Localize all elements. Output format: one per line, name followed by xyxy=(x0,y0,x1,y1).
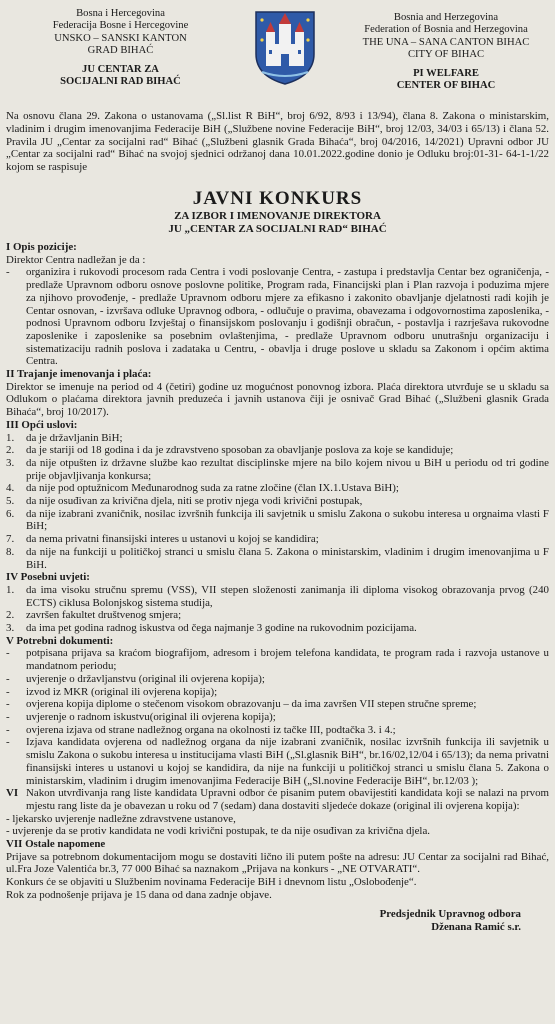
document-title: JAVNI KONKURS xyxy=(192,187,363,209)
item-text: da nije pod optužnicom Međunarodnog suda za ratne zločine (član IX.1.Ustava BiH); xyxy=(26,482,399,495)
header-right-line: Bosnia and Herzegovina xyxy=(393,12,499,23)
header-right-line: Federation of Bosnia and Herzegovina xyxy=(364,24,528,36)
list-item xyxy=(6,482,549,495)
list-item xyxy=(6,266,549,368)
section-lead: Direktor Centra nadležan je da : xyxy=(6,253,146,266)
list-item xyxy=(6,686,549,699)
header-left-line: GRAD BIHAĆ xyxy=(87,45,154,57)
item-number: 7. xyxy=(6,533,15,546)
item-number: 2. xyxy=(6,444,15,457)
list-item: - ljekarsko uvjerenje nadležne zdravstvene ustanove, xyxy=(6,812,236,825)
item-text: da je stariji od 18 godina i da je zdravstveno sposoban za obavljanje poslova za koje se kandiduje; xyxy=(26,444,454,457)
list-item xyxy=(6,673,549,686)
subtitle-line: ZA IZBOR I IMENOVANJE DIREKTORA xyxy=(174,209,381,222)
position-duties: organizira i rukovodi procesom rada Centra i vodi poslovanje Centra, - zastupa i predstavlja Centar bez ograničenja, - predlaže Upravnom odboru osnove poslovne politike, Program rada, Financijski plan i Plan razvoja i poduzima mjere za njihovo provođenje, - predlaže Upravnom odboru mjere za efikasno i zakonito obavljanje djelatnosti radi kojih je Centar osnovan, - izvršava odluke Upravnog odbora, - odlučuje o pravima, obavezama i odgovornostima zaposlenika, - podnosi Upravnom odboru Izvještaj o finansijskom poslovanju i godišnji obračun, - postavlja i razrješava rukovodne zaposlenike i zaposlenike sa posebnim ovlaštenjima, - predlaže Upravnom odboru unutrašnju organizaciju i sistematizaciju radnih poslova i zadataka u Centru, - obavlja i druge poslove u skladu sa Zakonom i općim aktima Centra. xyxy=(26,266,549,368)
item-text: da nije na funkciji u političkoj stranci u smislu člana 5. Zakona o ministarskim, vladinim i drugim imenovanjima u F BiH. xyxy=(26,545,549,571)
document-subtitle xyxy=(6,210,549,236)
item-text: Izjava kandidata ovjerena od nadležnog organa da nije izabrani zvaničnik, nosilac izvršnih funkcija ili savjetnik u smislu Zakona o sukobu interesa u institucijama vlasti BiH („Sl.glasnik BiH“, br.16/02,12/04 i 65/13); da nema privatni finansijski interes u ustanovi u kojoj se kandidira, da nije na funkciji u političkoj stranci u smislu člana 5. Zakona o ministarskim, vladinim i drugim imenovanjima Federacije BiH („Sl.novine Federacije BiH“, br.12/03 ); xyxy=(26,736,549,787)
section-text: Nakon utvrđivanja rang liste kandidata Upravni odbor će pisanim putem obavijestiti kandidata koji se nalazi na prvom mjestu rang liste da je obavezan u roku od 7 (sedam) dana dostaviti sljedeće dokaze (original ili ovjerena kopija): xyxy=(26,787,549,812)
list-item xyxy=(6,432,549,445)
list-item xyxy=(6,508,549,533)
item-text: da je državljanin BiH; xyxy=(26,431,123,444)
section-text: Rok za podnošenje prijava je 15 dana od dana zadnje objave. xyxy=(6,888,272,901)
list-item xyxy=(6,711,549,724)
list-item xyxy=(6,533,549,546)
item-text: potpisana prijava sa kraćom biografijom, adresom i brojem telefona kandidata, te program rada i razvoja ustanove u mandatnom periodu; xyxy=(26,647,549,673)
list-item xyxy=(6,546,549,571)
header-right-line: THE UNA – SANA CANTON BIHAC xyxy=(362,36,530,48)
section-heading: IV Posebni uvjeti: xyxy=(6,571,90,584)
item-text: da ima pet godina radnog iskustva od čega najmanje 3 godine na rukovodnim pozicijama. xyxy=(26,622,417,635)
item-number: 6. xyxy=(6,507,15,520)
item-text: izvod iz MKR (original ili ovjerena kopija); xyxy=(26,685,218,698)
section-heading: V Potrebni dokumenti: xyxy=(6,634,114,647)
section-heading: I Opis pozicije: xyxy=(6,240,77,253)
institution-line: SOCIJALNI RAD BIHAĆ xyxy=(60,76,181,88)
item-number: 8. xyxy=(6,545,15,558)
header-right-line: CITY OF BIHAC xyxy=(407,49,485,61)
header-left-line: Bosna i Hercegovina xyxy=(76,8,165,19)
list-item xyxy=(6,457,549,482)
bullet-dash: - xyxy=(6,736,10,749)
item-text: da nema privatni finansijski interes u ustanovi u kojoj se kandidira; xyxy=(26,533,319,546)
section-heading: III Opći uslovi: xyxy=(6,418,78,431)
list-item: - uvjerenje da se protiv kandidata ne vodi krivični postupak, te da nije osuđivan za krivična djela. xyxy=(6,825,430,838)
letterhead-left xyxy=(8,8,233,88)
list-item xyxy=(6,444,549,457)
institution-line: JU CENTAR ZA xyxy=(82,63,159,75)
item-number: 1. xyxy=(6,583,15,596)
item-text: uvjerenje o državljanstvu (original ili ovjerena kopija); xyxy=(26,672,265,685)
institution-line: PI WELFARE xyxy=(413,67,479,79)
item-text: završen fakultet društvenog smjera; xyxy=(26,609,182,622)
list-item xyxy=(6,495,549,508)
konkurs-body xyxy=(6,241,549,902)
list-item xyxy=(6,609,549,622)
section-heading: VII Ostale napomene xyxy=(6,838,106,851)
bullet-dash: - xyxy=(6,672,10,685)
bullet-dash: - xyxy=(6,723,10,736)
bullet-dash: - xyxy=(6,647,10,660)
letterhead-right xyxy=(336,12,555,92)
item-text: da ima visoku stručnu spremu (VSS), VII stepen složenosti zanimanja ili diploma visokog obrazovanja prvog (240 ECTS) ciklusa Bolonjskog sistema studija, xyxy=(26,583,549,609)
city-of-bihac-coat-of-arms-icon xyxy=(252,10,318,86)
section-text: Direktor se imenuje na period od 4 (četiri) godine uz mogućnost ponovnog izbora. Plaća direktora utvrđuje se u skladu sa Odlukom o plaćama direktora javnih preduzeća i javnih ustanova čiji je osnivač Grad Bihać („Službeni glasnik Grada Bihaća“, broj 10/2017). xyxy=(6,380,549,419)
list-item xyxy=(6,622,549,635)
bullet-dash: - xyxy=(6,698,10,711)
subtitle-line: JU „CENTAR ZA SOCIJALNI RAD“ BIHAĆ xyxy=(168,222,387,235)
section-heading: II Trajanje imenovanja i plaća: xyxy=(6,368,152,381)
header-left-line: Federacija Bosne i Hercegovine xyxy=(52,20,189,32)
item-text: da nije otpušten iz državne službe kao rezultat disciplinske mjere na bilo kojem nivou u BiH u periodu od tri godine prije objavljivanja konkursa; xyxy=(26,456,549,482)
item-text: uvjerenje o radnom iskustvu(original ili ovjerena kopija); xyxy=(26,711,276,723)
item-text: ovjerena kopija diplome o stečenom visokom obrazovanju – da ima završen VII stepen stručne spreme; xyxy=(26,698,477,711)
item-number: 5. xyxy=(6,495,15,508)
list-item xyxy=(6,584,549,609)
section-text: Prijave sa potrebnom dokumentacijom mogu se dostaviti lično ili putem pošte na adresu: JU Centar za socijalni rad Bihać, ul.Fra Joze Valentića br.3, 77 000 Bihać sa naznakom „Prijava na konkurs - „NE OTVARATI“. xyxy=(6,850,549,876)
signature-block xyxy=(6,908,549,934)
item-number: 4. xyxy=(6,482,15,495)
list-item xyxy=(6,698,549,711)
list-item xyxy=(6,647,549,672)
section-heading: VI xyxy=(6,787,19,800)
bullet-dash: - xyxy=(6,711,10,723)
section-vi xyxy=(6,787,549,812)
item-text: da nije osuđivan za krivična djela, niti se protiv njega vodi krivični postupak, xyxy=(26,495,363,508)
list-item xyxy=(6,724,549,737)
legal-basis-paragraph: Na osnovu člana 29. Zakona o ustanovama („Sl.list R BiH“, broj 6/92, 8/93 i 13/94), člana 8. Zakona o ministarskim, vladinim i drugim imenovanjima Federacije BiH („Službene novine Federacije BiH“, broj 12/03, 34/03 i 65/13) i člana 52. Pravila JU „Centar za socijalni rad“ Bihać („Službeni glasnik Grada Bihaća“, broj 04/2016, 14/2021) Upravni odbor JU „Centar za socijalni rad“ Bihać na svojoj sjednici održanoj dana 10.01.2022.godine donio je Odluku broj:01-31- 64-1-1/22 kojom se raspisuje xyxy=(6,110,549,174)
signature-title: Predsjednik Upravnog odbora xyxy=(379,907,521,920)
item-number: 3. xyxy=(6,622,15,635)
section-text: Konkurs će se objaviti u Službenim novinama Federacije BiH i dnevnom listu „Oslobođenje“. xyxy=(6,876,417,889)
item-number: 1. xyxy=(6,431,15,444)
signature-name: Dženana Ramić s.r. xyxy=(431,920,521,933)
bullet-dash: - xyxy=(6,685,10,698)
item-text: da nije izabrani zvaničnik, nosilac izvršnih funkcija ili savjetnik u smislu Zakona o sukobu interesa u orgnaima vlasti F BiH; xyxy=(26,507,549,533)
item-number: 2. xyxy=(6,609,15,622)
item-text: ovjerena izjava od strane nadležnog organa na okolnosti iz tačke III, podtačka 3. i 4.; xyxy=(26,723,396,736)
bullet-dash: - xyxy=(6,266,10,279)
institution-name-english xyxy=(336,68,555,93)
institution-name-local xyxy=(8,64,233,89)
item-number: 3. xyxy=(6,456,15,469)
list-item xyxy=(6,736,549,787)
header-left-line: UNSKO – SANSKI KANTON xyxy=(54,32,187,44)
letterhead xyxy=(6,0,549,108)
institution-line: CENTER OF BIHAC xyxy=(396,80,496,92)
